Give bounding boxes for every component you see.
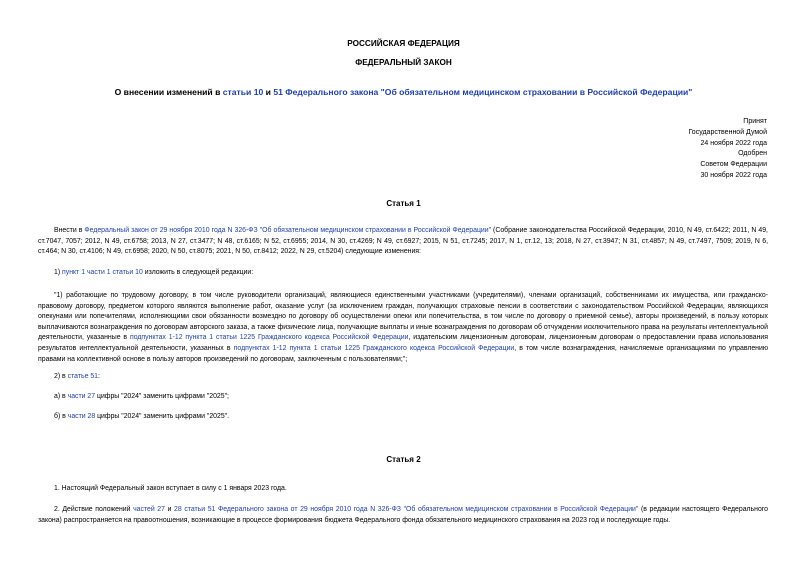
- article-1-subitem-a: [38, 392, 768, 403]
- article-51-link[interactable]: статье 51: [67, 373, 98, 380]
- article-51-law-326-link[interactable]: 28 статьи 51 Федерального закона от 29 ноября 2010 года N 326-ФЗ "Об обязательном медицинском страховании в Российской Федерации": [174, 506, 639, 513]
- civil-code-1225-link-2[interactable]: подпунктах 1-12 пункта 1 статьи 1225 Гражданского кодекса Российской Федерации: [233, 344, 515, 352]
- parts-27-link[interactable]: частей 27: [133, 506, 165, 513]
- paragraph-text: изложить в следующей редакции:: [142, 269, 254, 276]
- paragraph-text: , в том числе вознаграждения, начисляемые организациями по управлению правами на коллективной основе в пользу авторов произведений по договорам, заключенным с пользователями;";: [38, 344, 768, 363]
- paragraph-text: (в редакции настоящего Федерального закона) распространяется на правоотношения, возникающие в процессе формирования бюджета Федерального фонда обязательного медицинского страхования на 2023 год и последующие годы.: [38, 506, 768, 524]
- part-28-link[interactable]: части 28: [67, 413, 96, 420]
- part-27-link[interactable]: части 27: [67, 393, 96, 400]
- article-1-heading: Статья 1: [386, 199, 421, 208]
- article-1-item-2: [38, 372, 768, 383]
- federal-law-326-link[interactable]: Федеральный закон от 29 ноября 2010 года N 326-ФЗ "Об обязательном медицинском страховании в Российской Федерации": [84, 227, 492, 234]
- law-title: [0, 87, 807, 97]
- article-1-new-wording-paragraph: [38, 291, 768, 365]
- article-1-intro-paragraph: [38, 226, 768, 258]
- paragraph-text: Внести в: [54, 227, 85, 234]
- approval-line: Государственной Думой: [688, 128, 767, 136]
- article-1-item-1: [38, 268, 768, 279]
- paragraph-text: и: [164, 506, 175, 513]
- article-2-heading: Статья 2: [386, 455, 421, 464]
- paragraph-text: "1) работающие по трудовому договору, в том числе руководители организаций, являющиеся единственными участниками (учредителями), членами организаций, собственниками их имущества, или гражданско-правовому договору, предметом которого являются выполнение работ, оказание услуг (за исключением граждан, получающих страховые пенсии в соответствии с законодательством Российской Федерации, являющихся опекунами или попечителями, исполняющими свои обязанности возмездно по договору об осуществлении опеки или попечительства, в том числе по договору о приемной семье), авторы произведений, в пользу которых выплачиваются вознаграждения по договорам авторского заказа, а также физические лица, получающие выплаты и иные вознаграждения по договорам об отчуждении исключительного права на результаты интеллектуальной деятельности, указанные в: [38, 292, 768, 342]
- paragraph-text: 1): [54, 269, 63, 276]
- article-10-point-1-link[interactable]: пункт 1 части 1 статьи 10: [62, 269, 143, 276]
- law-title-mid: и: [263, 87, 274, 97]
- paragraph-text: цифры "2024" заменить цифрами "2025";: [95, 393, 229, 400]
- law-title-pre: О внесении изменений в: [114, 87, 223, 97]
- paragraph-text: 2. Действие положений: [54, 506, 134, 513]
- approval-line: 30 ноября 2022 года: [700, 171, 767, 179]
- paragraph-text: б) в: [54, 413, 68, 420]
- paragraph-text: (Собрание законодательства Российской Федерации, 2010, N 49, ст.6422; 2011, N 49, ст.7047, 7057; 2012, N 49, ст.6758; 2013, N 27, ст.3477; N 48, ст.6165; N 52, ст.6955; 2014, N 30, ст.4269; N 49, ст.6927; 2015, N 51, ст.7245; 2017, N 1, ст.12, 13; 2018, N 27, ст.3947; N 31, ст.4857; N 49, ст.7497, 7509; 2019, N 6, ст.464; N 30, ст.4106; N 49, ст.6958; 2020, N 50, ст.8075; 2021, N 50, ст.8412; 2022, N 29, ст.5204) следующие изменения:: [38, 227, 768, 256]
- law-title-link-article-10[interactable]: статьи 10: [222, 87, 264, 97]
- article-2-paragraph-2: [38, 505, 768, 526]
- paragraph-text: , издательским лицензионным договорам, лицензионным договорам о предоставлении права использования результатов интеллектуальной деятельности, указанных в: [38, 334, 768, 352]
- approval-line: Принят: [743, 118, 767, 125]
- paragraph-text: 2) в: [54, 373, 68, 380]
- article-2-paragraph-1: 1. Настоящий Федеральный закон вступает в силу с 1 января 2023 года.: [54, 485, 287, 492]
- approval-block: [688, 117, 767, 182]
- paragraph-text: а) в: [54, 393, 68, 400]
- paragraph-text: цифры "2024" заменить цифрами "2025".: [95, 413, 230, 420]
- article-1-subitem-b: [38, 412, 768, 423]
- paragraph-text: :: [98, 373, 100, 380]
- country-heading: РОССИЙСКАЯ ФЕДЕРАЦИЯ: [347, 39, 460, 48]
- law-type-heading: ФЕДЕРАЛЬНЫЙ ЗАКОН: [355, 58, 452, 67]
- civil-code-1225-link[interactable]: подпунктах 1-12 пункта 1 статьи 1225 Гражданского кодекса Российской Федерации: [129, 334, 409, 342]
- approval-line: Советом Федерации: [700, 161, 767, 169]
- approval-line: Одобрен: [738, 150, 767, 158]
- approval-line: 24 ноября 2022 года: [700, 139, 767, 147]
- law-title-link-article-51[interactable]: 51 Федерального закона "Об обязательном медицинском страховании в Российской Федерации": [273, 87, 693, 97]
